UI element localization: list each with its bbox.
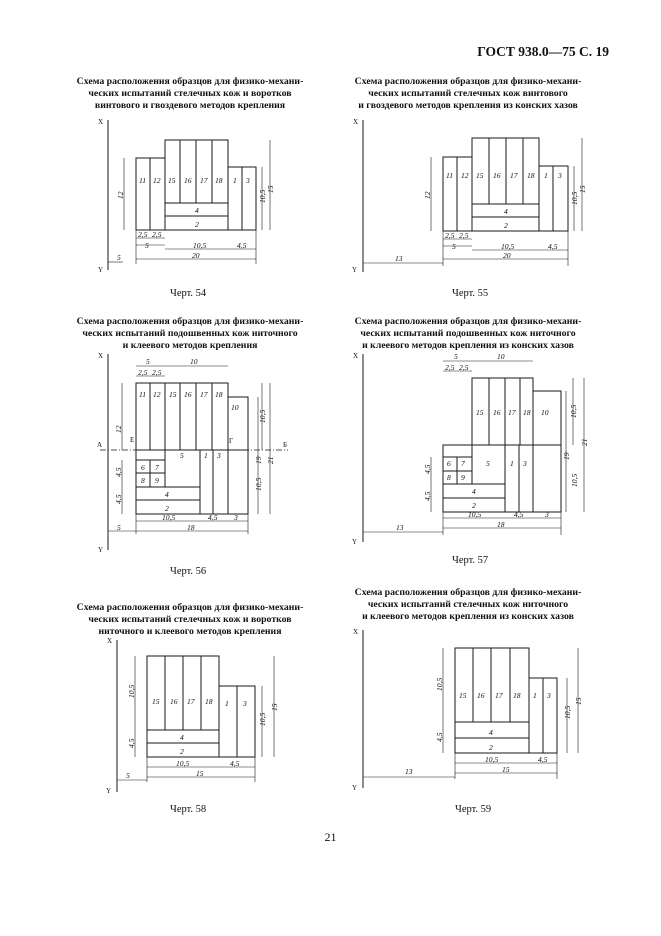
cell-2: 2 [180,747,184,756]
dim-4-5-a: 4,5 [114,467,123,477]
dim-2-5-a: 2,5 [445,363,455,372]
dim-15-bottom: 15 [196,769,204,778]
cell-3: 3 [523,459,527,468]
cell-4: 4 [504,207,508,216]
cell-4: 4 [195,206,199,215]
dim-4-5-b: 4,5 [114,494,123,504]
axis-label-x: X [98,352,104,360]
label-fig-54: Черт. 54 [170,288,207,299]
axis-label-y: Y [106,787,112,795]
dim-10-5-lower: 10,5 [254,477,263,491]
point-label-e: Е [130,436,135,444]
dim-18: 18 [187,523,195,532]
cell-4: 4 [180,733,184,742]
caption-fig-59: Схема расположения образцов для физико-механи- ческих испытаний стелечных кож ниточного и клеевого методов крепления из конских хазов [354,587,582,622]
cell-17: 17 [510,171,518,180]
dim-10-5-b: 10,5 [501,242,515,251]
axis-label-x: X [353,628,359,636]
dim-4-5-a: 4,5 [423,464,432,474]
dim-21: 21 [266,456,275,464]
dim-15-bottom: 15 [502,765,510,774]
cell-18: 18 [513,691,521,700]
axis-label-y: Y [352,266,358,274]
cell-2: 2 [472,501,476,510]
dim-20: 20 [192,251,200,260]
cell-18: 18 [215,390,223,399]
dim-5: 5 [452,242,456,251]
axis-label-y: Y [98,546,104,554]
dim-10-5-right: 10,5 [258,712,267,726]
dim-10-5-right: 10,5 [258,409,267,423]
cell-6: 6 [141,463,145,472]
cell-18: 18 [215,176,223,185]
cell-4: 4 [165,490,169,499]
label-fig-55: Черт. 55 [452,288,489,299]
label-fig-56: Черт. 56 [170,566,207,577]
axis-label-y: Y [352,784,358,792]
label-fig-58: Черт. 58 [170,804,207,815]
dim-4-5-left: 4,5 [435,732,444,742]
dim-offset-5: 5 [117,523,121,532]
dim-15-right: 15 [574,697,583,705]
dim-10-5-bottom: 10,5 [176,759,190,768]
dim-4-5-bottom: 4,5 [538,755,548,764]
dim-19: 19 [562,452,571,460]
cell-17: 17 [495,691,503,700]
cell-7: 7 [461,459,465,468]
dim-10-5-b: 10,5 [193,241,207,250]
dim-10-5-bottom: 10,5 [468,510,482,519]
dim-4-5-left: 4,5 [127,738,136,748]
dim-15: 15 [266,185,275,193]
dim-15: 15 [578,185,587,193]
cell-16: 16 [170,697,178,706]
cell-3: 3 [217,451,221,460]
caption-fig-58: Схема расположения образцов для физико-механи- ческих испытаний стелечных кож и воротков ниточного и клеевого методов крепления [76,602,304,637]
cell-3: 3 [558,171,562,180]
caption-fig-55: Схема расположения образцов для физико-механи- ческих испытаний стелечных кож винтового и гвоздевого методов крепления из конских хазов [354,76,582,111]
cell-4: 4 [489,728,493,737]
dim-12: 12 [116,191,125,199]
dim-10-5-left: 10,5 [435,677,444,691]
dim-12: 12 [114,425,123,433]
cell-2: 2 [504,221,508,230]
cell-17: 17 [508,408,516,417]
caption-fig-56: Схема расположения образцов для физико-механи- ческих испытаний подошвенных кож ниточного и клеевого методов крепления [76,316,304,351]
dim-10: 10 [497,352,505,361]
axis-label-y: Y [352,538,358,546]
cell-9: 9 [155,476,159,485]
cell-7: 7 [155,463,159,472]
dim-2-5-a: 2,5 [445,231,455,240]
cell-6: 6 [447,459,451,468]
cell-2: 2 [165,504,169,513]
dim-10-5-bottom: 10,5 [162,513,176,522]
dim-offset-5: 5 [126,771,130,780]
cell-17: 17 [187,697,195,706]
cell-1: 1 [233,176,237,185]
cell-2: 2 [489,743,493,752]
label-fig-57: Черт. 57 [452,555,489,566]
dim-5: 5 [454,352,458,361]
dim-5: 5 [146,357,150,366]
cell-16: 16 [493,171,501,180]
dim-19: 19 [254,456,263,464]
cell-11: 11 [139,176,147,185]
dim-offset-13: 13 [405,767,413,776]
cell-17: 17 [200,176,208,185]
dim-4-5: 4,5 [237,241,247,250]
dim-10-5-right: 10,5 [569,404,578,418]
cell-4: 4 [472,487,476,496]
dim-5: 5 [145,241,149,250]
cell-1: 1 [544,171,548,180]
cell-18: 18 [527,171,535,180]
dim-10: 10 [190,357,198,366]
dim-2-5-a: 2,5 [138,368,148,377]
cell-15: 15 [476,408,484,417]
axis-label-x: X [98,118,104,126]
dim-offset-13: 13 [395,254,403,263]
cell-1: 1 [510,459,514,468]
dim-offset-5: 5 [117,253,121,262]
dim-2-5-b: 2,5 [459,231,469,240]
dim-15-right: 15 [270,703,279,711]
dim-4-5-bottom: 4,5 [208,513,218,522]
cell-10: 10 [541,408,549,417]
axis-label-a: A [97,441,103,449]
dim-3: 3 [545,510,549,519]
cell-15: 15 [476,171,484,180]
cell-8: 8 [141,476,145,485]
cell-16: 16 [184,390,192,399]
cell-15: 15 [169,390,177,399]
cell-12: 12 [153,176,161,185]
axis-label-x: X [353,352,359,360]
page-header: ГОСТ 938.0—75 С. 19 [477,44,609,59]
dim-10-5-lower: 10,5 [570,473,579,487]
dim-4-5-bottom: 4,5 [514,510,524,519]
point-label-g: Г [229,437,234,445]
dim-4-5-b: 4,5 [423,491,432,501]
cell-11: 11 [139,390,147,399]
cell-16: 16 [477,691,485,700]
label-fig-59: Черт. 59 [455,804,492,815]
cell-5: 5 [180,451,184,460]
dim-10-5: 10,5 [258,189,267,203]
axis-label-b: Б [283,441,288,449]
dim-10-5-right: 10,5 [563,705,572,719]
dim-2-5-b: 2,5 [459,363,469,372]
cell-5: 5 [486,459,490,468]
dim-10-5-left: 10,5 [127,684,136,698]
dim-12: 12 [423,191,432,199]
page-number: 21 [324,830,337,844]
caption-fig-54: Схема расположения образцов для физико-механи- ческих испытаний стелечных кож и воротков винтового и гвоздевого методов крепления [76,76,304,111]
axis-label-y: Y [98,266,104,274]
cell-8: 8 [447,473,451,482]
axis-label-x: X [353,118,359,126]
dim-10-5-bottom: 10,5 [485,755,499,764]
axis-label-x: X [107,637,113,645]
cell-10: 10 [231,403,239,412]
cell-18: 18 [523,408,531,417]
cell-16: 16 [184,176,192,185]
cell-3: 3 [246,176,250,185]
dim-2-5-a: 2,5 [138,230,148,239]
cell-15: 15 [168,176,176,185]
cell-17: 17 [200,390,208,399]
cell-15: 15 [459,691,467,700]
cell-1: 1 [533,691,537,700]
dim-4-5: 4,5 [548,242,558,251]
cell-16: 16 [493,408,501,417]
cell-18: 18 [205,697,213,706]
dim-20: 20 [503,251,511,260]
cell-3: 3 [243,699,247,708]
dim-offset-13: 13 [396,523,404,532]
cell-1: 1 [204,451,208,460]
cell-1: 1 [225,699,229,708]
cell-12: 12 [461,171,469,180]
dim-21: 21 [580,438,589,446]
cell-9: 9 [461,473,465,482]
dim-2-5-b: 2,5 [152,368,162,377]
dim-4-5-bottom: 4,5 [230,759,240,768]
cell-3: 3 [547,691,551,700]
dim-2-5-b: 2,5 [152,230,162,239]
dim-3: 3 [234,513,238,522]
caption-fig-57: Схема расположения образцов для физико-механи- ческих испытаний подошвенных кож ниточного и клеевого методов крепления из конских хазов [354,316,582,351]
cell-12: 12 [153,390,161,399]
cell-11: 11 [446,171,454,180]
dim-10-5: 10,5 [570,191,579,205]
cell-2: 2 [195,220,199,229]
dim-18: 18 [497,520,505,529]
cell-15: 15 [152,697,160,706]
